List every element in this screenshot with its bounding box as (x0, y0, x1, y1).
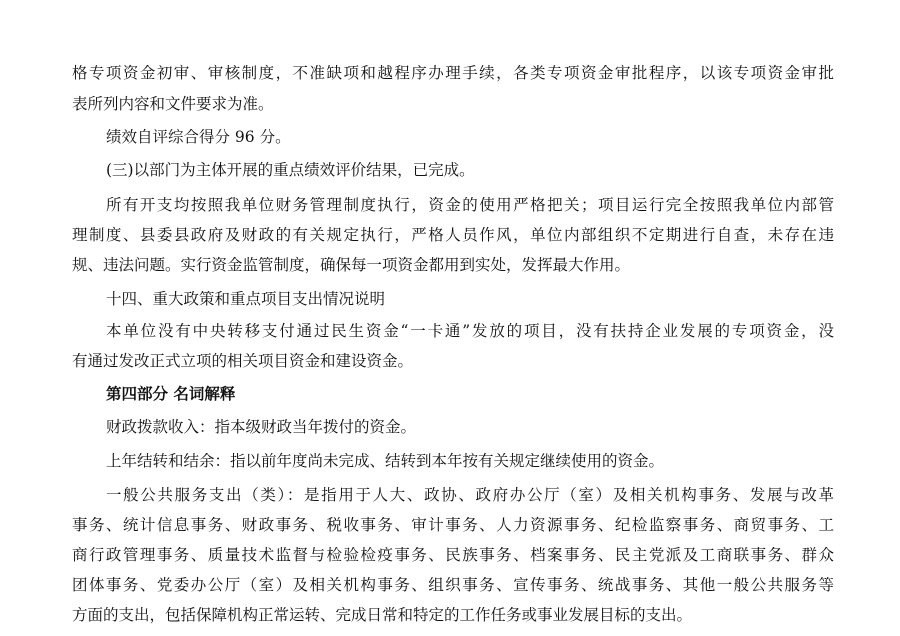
definition-line: 财政拨款收入：指本级财政当年拨付的资金。 (106, 418, 417, 436)
definition-line: 一般公共服务支出（类）：是指用于人大、政协、政府办公厅（室）及相关机构事务、发展与改革 (106, 486, 834, 504)
paragraph-line: 所有开支均按照我单位财务管理制度执行，资金的使用严格把关；项目运行完全按照我单位内部管 (106, 196, 834, 214)
paragraph-line: 格专项资金初审、审核制度，不准缺项和越程序办理手续，各类专项资金审批程序，以该专项资金审批 (72, 64, 834, 82)
definition-line: 方面的支出，包括保障机构正常运转、完成日常和特定的工作任务或事业发展目标的支出。 (72, 606, 693, 624)
paragraph-line: 表所列内容和文件要求为准。 (72, 95, 274, 113)
part-four-heading: 第四部分 名词解释 (106, 385, 236, 403)
definition-line: 事务、统计信息事务、财政事务、税收事务、审计事务、人力资源事务、纪检监察事务、商贸事务、工 (72, 516, 834, 534)
paragraph-line: 规、违法问题。实行资金监管制度，确保每一项资金都用到实处，发挥最大作用。 (72, 256, 631, 274)
definition-line: 上年结转和结余：指以前年度尚未完成、结转到本年按有关规定继续使用的资金。 (106, 452, 665, 470)
paragraph-line: 有通过发改正式立项的相关项目资金和建设资金。 (72, 352, 414, 370)
paragraph-line: 理制度、县委县政府及财政的有关规定执行，严格人员作风，单位内部组织不定期进行自查，未存在违 (72, 226, 834, 244)
paragraph-line: 本单位没有中央转移支付通过民生资金“一卡通”发放的项目，没有扶持企业发展的专项资金，没 (106, 322, 834, 340)
section-heading-3: (三)以部门为主体开展的重点绩效评价结果，已完成。 (106, 161, 475, 179)
performance-score-line: 绩效自评综合得分 96 分。 (106, 128, 291, 146)
definition-line: 商行政管理事务、质量技术监督与检验检疫事务、民族事务、档案事务、民主党派及工商联事务、群众 (72, 546, 834, 564)
definition-line: 团体事务、党委办公厅（室）及相关机构事务、组织事务、宣传事务、统战事务、其他一般公共服务等 (72, 576, 834, 594)
section-heading-14: 十四、重大政策和重点项目支出情况说明 (106, 290, 386, 308)
